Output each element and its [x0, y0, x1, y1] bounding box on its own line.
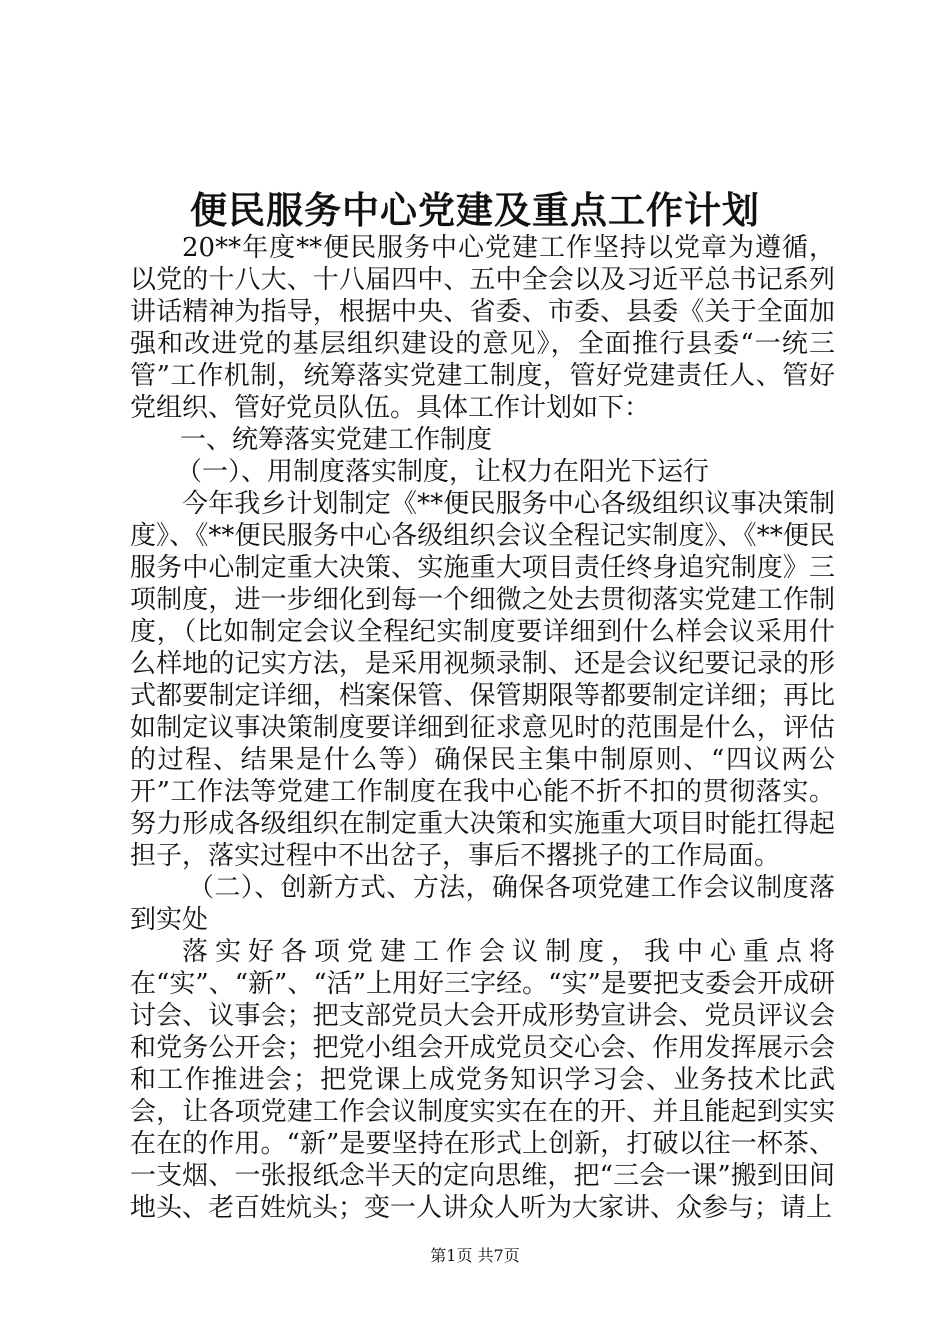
- subsection-heading-2: （二）、创新方式、方法，确保各项党建工作会议制度落到实处: [130, 873, 835, 935]
- body-paragraph: 今年我乡计划制定《**便民服务中心各级组织议事决策制度》、《**便民服务中心各级组织会议全程记实制度》、《**便民服务中心制定重大决策、实施重大项目责任终身追究制度》三项制度，进一步细化到每一个细微之处去贯彻落实党建工作制度，（比如制定会议全程纪实制度要详细到什么样会议采用什么样地的记实方法，是采用视频录制、还是会议纪要记录的形式都要制定详细，档案保管、保管期限等都要制定详细；再比如制定议事决策制度要详细到征求意见时的范围是什么，评估的过程、结果是什么等）确保民主集中制原则、“四议两公开”工作法等党建工作制度在我中心能不折不扣的贯彻落实。努力形成各级组织在制定重大决策和实施重大项目时能扛得起担子，落实过程中不出岔子，事后不撂挑子的工作局面。: [130, 489, 835, 871]
- intro-paragraph: 20**年度**便民服务中心党建工作坚持以党章为遵循，以党的十八大、十八届四中、五中全会以及习近平总书记系列讲话精神为指导，根据中央、省委、市委、县委《关于全面加强和改进党的基层组织建设的意见》，全面推行县委“一统三管”工作机制，统筹落实党建工制度，管好党建责任人、管好党组织、管好党员队伍。具体工作计划如下：: [130, 233, 835, 423]
- page-footer: 第1页 共7页: [430, 1246, 520, 1265]
- body-paragraph: 落实好各项党建工作会议制度，我中心重点将在“实”、“新”、“活”上用好三字经。“实”是要把支委会开成研讨会、议事会；把支部党员大会开成形势宣讲会、党员评议会和党务公开会；把党小组会开成党员交心会、作用发挥展示会和工作推进会；把党课上成党务知识学习会、业务技术比武会，让各项党建工作会议制度实实在在的开、并且能起到实实在在的作用。“新”是要坚持在形式上创新，打破以往一杯茶、一支烟、一张报纸念半天的定向思维，把“三会一课”搬到田间地头、老百姓炕头；变一人讲众人听为大家讲、众参与；请上: [130, 937, 835, 1223]
- document-title: 便民服务中心党建及重点工作计划: [190, 188, 760, 232]
- section-heading-1: 一、统筹落实党建工作制度: [180, 425, 493, 455]
- subsection-heading-1: （一）、用制度落实制度，让权力在阳光下运行: [176, 457, 710, 487]
- document-body: [130, 232, 835, 1224]
